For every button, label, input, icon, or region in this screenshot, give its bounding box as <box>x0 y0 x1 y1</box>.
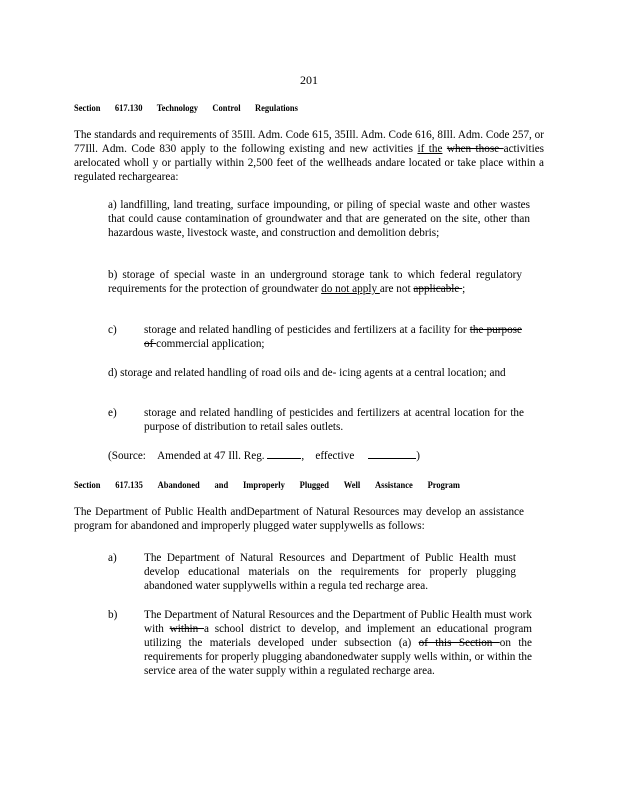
date-blank <box>368 448 416 459</box>
page-number: 201 <box>300 73 318 87</box>
section-617-135-heading: Section 617.135 Abandoned and Improperly Plugged Well Assistance Program <box>74 479 460 491</box>
inserted-text: do not apply <box>321 283 380 295</box>
section-617-130-intro: The standards and requirements of 35Ill. Adm. Code 615, 35Ill. Adm. Code 616, 8Ill. Adm. Code 257, or 77Ill. Adm. Code 830 apply to the following existing and new activities if the when those activities arelocated wholl y or partially within 2,500 feet of the wellheads andare located or take place within a regulated rechargearea: <box>74 129 545 183</box>
deleted-text: applicable <box>413 283 463 295</box>
reg-blank <box>267 448 301 459</box>
source-note: (Source: Amended at 47 Ill. Reg. , effective ) <box>108 450 421 462</box>
item-label: b) <box>108 609 118 621</box>
section-617-135-intro: The Department of Public Health andDepartment of Natural Resources may develop an assistance program for abandoned and improperly plugged water supplywells as follows: <box>74 506 524 532</box>
section-617-130-heading: Section 617.130 Technology Control Regulations <box>74 102 298 114</box>
deleted-text: the purpose of <box>144 324 522 350</box>
document-page: 201 Section 617.130 Technology Control Regulations The standards and requirements of 35Ill. Adm. Code 615, 35Ill. Adm. Code 616, 8Ill. Adm. Code 257, or 77Ill. Adm. Code 830 apply to the following existing and new activities if the when those activities arelocated wholl y or partially within 2,500 feet of the wellheads andare located or take place within a regulated rechargearea: a) landfilling, land treating, surface impounding, or piling of special waste and other wastes that could cause contamination of groundwater and that are generated on the site, other than hazardous waste, livestock waste, and construction and demolition debris; b) storage of special waste in an underground storage tank to which federal regulatory requirements for the protection of groundwater do not apply are not applicable ; c) storage and related handling of pesticides and fertilizers at a facility for the purpose of commercial application; d) storage and related handling of road oils and de- icing agents at a central location; and e) storage and related handling of pesticides and fertilizers at acentral location for the purpose of distribution to retail sales outlets. (Source: Amended at 47 Ill. Reg. , effective ) Section 617.135 Abandoned and Improperly Plugged Well Assistance Program The Department of Public Health andDepartment of Natural Resources may develop an assistance program for abandoned and improperly plugged water supplywells as follows: a) The Department of Natural Resources and Department of Public Health must develop educational materials on the requirements for properly plugging abandoned water supplywells within a regula ted recharge area. b) The Department of Natural Resources and the Department of Public Health must work with within a school district to develop, and implement an educational program utilizing the materials developed under subsection (a) of this Section on the requirements for properly plugging abandonedwater supply wells within, or within the service area of the water supply within a regulated recharge area. <box>0 0 618 800</box>
item-label: a) <box>108 552 117 564</box>
deleted-text: when those <box>446 143 504 155</box>
item-label: b) <box>108 269 118 281</box>
deleted-text: within <box>169 623 205 635</box>
inserted-text: if the <box>417 143 443 155</box>
item-label: c) <box>108 324 117 336</box>
list-item-a: a) landfilling, land treating, surface impounding, or piling of special waste and other wastes that could cause contamination of groundwater and that are generated on the site, other than hazardous waste, livestock waste, and construction and demolition debris; <box>108 199 531 239</box>
deleted-text: of this Section <box>418 637 500 649</box>
item-label: a) <box>108 199 117 211</box>
item-label: e) <box>108 407 117 419</box>
item-label: d) <box>108 367 118 379</box>
